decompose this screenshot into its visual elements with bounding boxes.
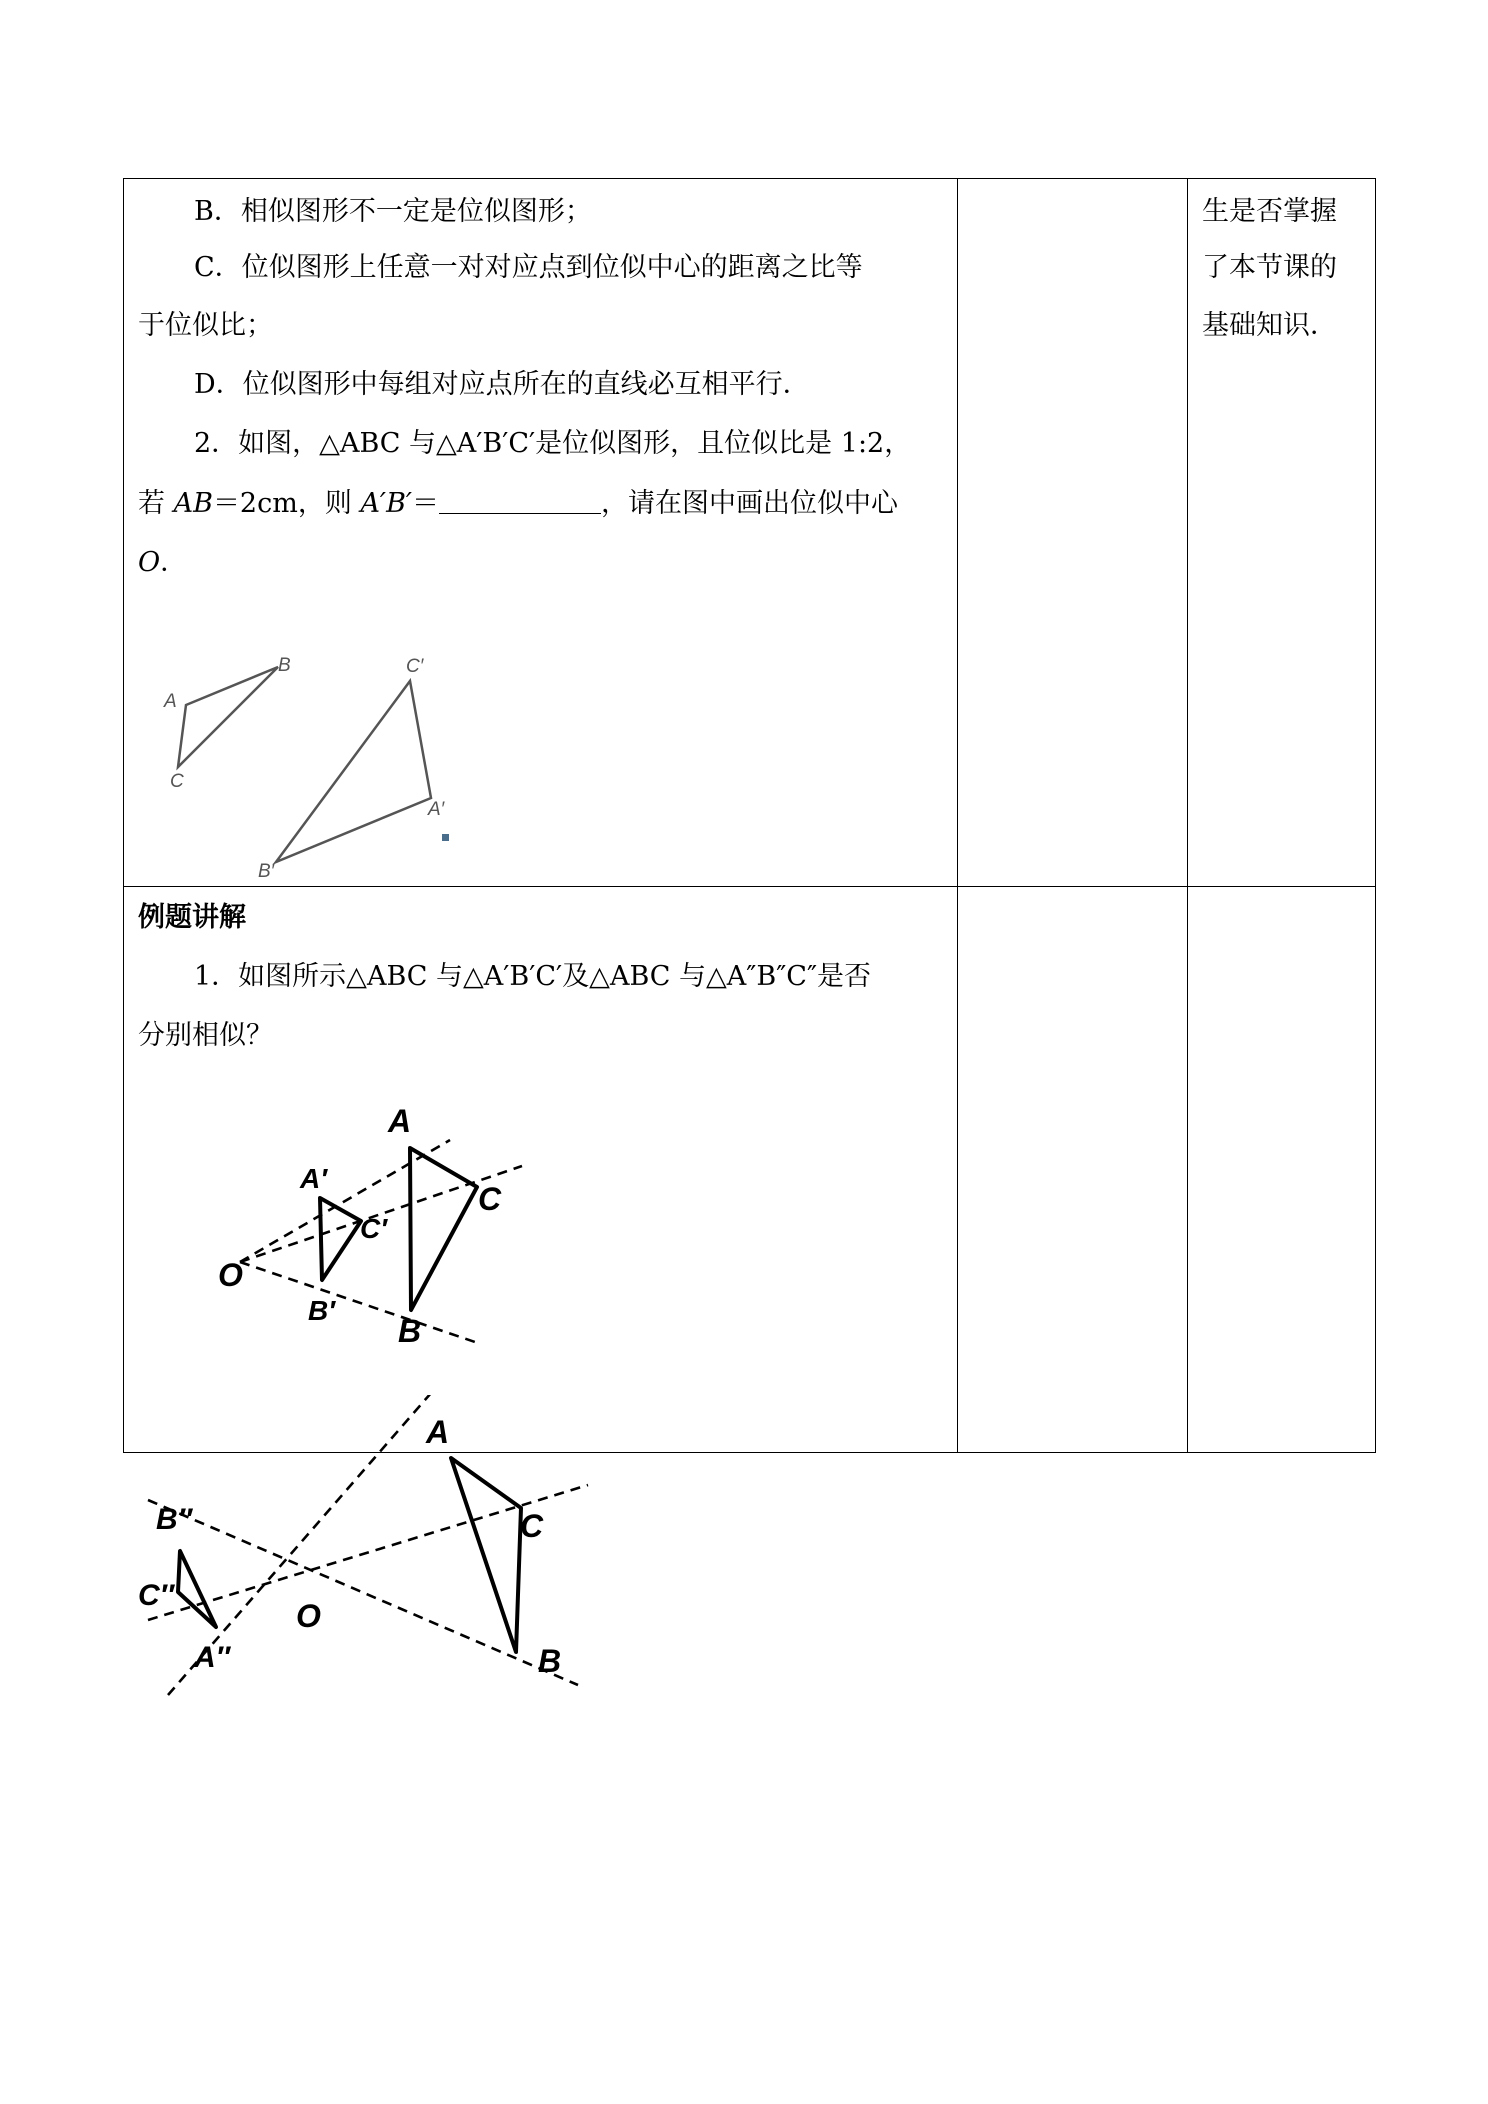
label-b: B: [278, 655, 291, 676]
triangle-a2b2c2: [178, 1551, 216, 1627]
label-c: C: [520, 1508, 544, 1544]
label-a: A: [426, 1414, 450, 1450]
triangle-abc: [451, 1458, 521, 1652]
label-c-double-prime: C″: [138, 1579, 175, 1612]
small-triangle: [178, 667, 278, 767]
q2-o: O: [138, 547, 161, 578]
example-1-line-1: 1．如图所示△ABC 与△A′B′C′及△ABC 与△A″B″C″是否: [194, 961, 872, 992]
ray-ob: [240, 1262, 475, 1342]
label-a-double-prime: A″: [194, 1641, 231, 1674]
label-a-prime: A′: [300, 1163, 327, 1194]
question-2-line-2: [138, 474, 898, 534]
label-c: C: [478, 1181, 502, 1217]
option-c: C．位似图形上任意一对对应点到位似中心的距离之比等: [194, 252, 863, 283]
label-o: O: [218, 1257, 243, 1293]
homothety-figure-internal-center: [138, 1395, 598, 1715]
label-o: O: [296, 1598, 321, 1634]
question-2-line-1: 2．如图，△ABC 与△A′B′C′是位似图形，且位似比是 1:2，: [194, 428, 912, 459]
homothety-figure-1: [150, 645, 470, 885]
label-c-prime: C′: [360, 1213, 387, 1244]
option-c-continued: 于位似比；: [138, 310, 273, 341]
row1-note-line-3: 基础知识．: [1202, 310, 1337, 341]
option-b: B．相似图形不一定是位似图形；: [194, 196, 592, 227]
q2-apbp: A′B′: [360, 488, 413, 519]
q2-prefix: 若: [138, 488, 165, 519]
label-b-double-prime: B″: [156, 1503, 193, 1536]
table-left-border: [123, 178, 124, 1453]
option-d: D．位似图形中每组对应点所在的直线必互相平行．: [194, 369, 810, 400]
label-c: C: [170, 771, 184, 792]
label-a: A: [388, 1103, 412, 1139]
table-col-divider-2: [1187, 178, 1188, 1453]
table-right-border: [1375, 178, 1376, 1453]
ray-c-c2: [148, 1485, 588, 1620]
small-marker: [442, 834, 449, 841]
label-b: B: [538, 1643, 562, 1679]
section-heading: 例题讲解: [138, 902, 246, 933]
label-a-prime: A′: [428, 799, 445, 820]
label-b-prime: B′: [308, 1295, 335, 1326]
q2-ab: AB: [173, 488, 213, 519]
q2-post: ，请在图中画出位似中心: [601, 488, 899, 519]
q2-period: ．: [160, 547, 188, 578]
table-col-divider-1: [957, 178, 958, 1453]
answer-blank[interactable]: [439, 483, 601, 514]
homothety-figure-2: [210, 1090, 530, 1360]
triangle-abc: [410, 1148, 477, 1310]
large-triangle: [276, 681, 431, 862]
label-c-prime: C′: [406, 656, 424, 677]
label-a: A: [164, 691, 177, 712]
q2-eq: ＝: [412, 488, 440, 519]
row1-note-line-1: 生是否掌握: [1202, 196, 1337, 227]
label-b-prime: B′: [258, 861, 275, 882]
triangle-a1b1c1: [320, 1198, 361, 1280]
example-1-line-2: 分别相似？: [138, 1020, 273, 1051]
row1-note-line-2: 了本节课的: [1202, 252, 1337, 283]
q2-mid: ＝2cm，则: [212, 488, 352, 519]
question-2-line-3: [138, 533, 187, 593]
label-b: B: [398, 1313, 422, 1349]
